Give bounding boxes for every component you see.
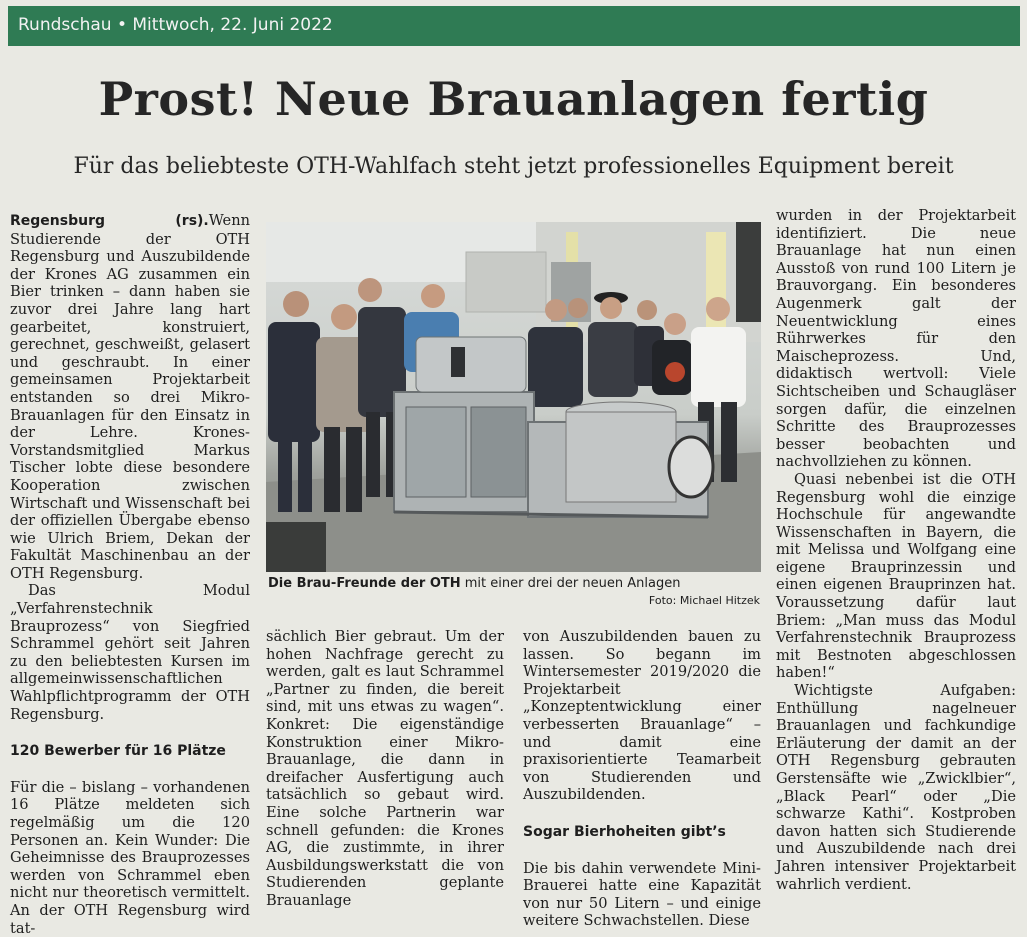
article-column-1: [10, 212, 250, 937]
newspaper-header-text: Rundschau • Mittwoch, 22. Juni 2022: [18, 15, 333, 35]
article-column-2: [266, 628, 504, 910]
caption-text: mit einer drei der neuen Anlagen: [460, 576, 681, 591]
subheading-bewerber: 120 Bewerber für 16 Plätze: [10, 743, 226, 760]
col4-paragraph-1: wurden in der Projektarbeit identifiziert. Die neue Brauanlage hat nun einen Ausstoß von rund 100 Litern je Brauvorgang. Ein besonderes Augenmerk galt der Neuentwicklung eines Rührwerkes für den Maischeprozess. Und, didaktisch wertvoll: Viele Sichtscheiben und Schaugläser sorgen dafür, die einzelnen Schritte des Brauprozesses besser beobachten und nachvollziehen zu können.: [776, 207, 1016, 471]
col4-paragraph-3: Wichtigste Aufgaben: Enthüllung nagelneuer Brauanlagen und fachkundige Erläuterung der damit an der OTH Regensburg gebrauten Gerstensäfte wie „Zwicklbier“, „Black Pearl“ oder „Die schwarze Kathi“. Kostproben davon hatten sich Studierende und Auszubildende nach drei Jahren intensiver Projektarbeit wahrlich verdient.: [776, 682, 1016, 893]
caption-bold: Die Brau-Freunde der OTH: [268, 576, 461, 591]
col3-paragraph-2: Die bis dahin verwendete Mini-Brauerei hatte eine Kapazität von nur 50 Litern – und einige weitere Schwachstellen. Diese: [523, 859, 761, 930]
subheading-bierhoheiten: Sogar Bierhoheiten gibt’s: [523, 823, 726, 840]
dateline: Regensburg (rs).: [10, 213, 209, 229]
article-photo: [266, 222, 761, 572]
article-headline: Prost! Neue Brauanlagen fertig: [98, 72, 929, 126]
col1-paragraph-1: Regensburg (rs).Wenn Studierende der OTH Regensburg und Auszubildende der Krones AG zusammen ein Bier trinken – dann haben sie zuvor drei Jahre lang hart gearbeitet, konstruiert, gerechnet, geschweißt, gelasert und geschraubt. In einer gemeinsamen Projektarbeit entstanden so drei Mikro-Brauanlagen für den Einsatz in der Lehre. Krones-Vorstandsmitglied Markus Tischer lobte diese besondere Kooperation zwischen Wirtschaft und Wissenschaft bei der offiziellen Übergabe ebenso wie Ulrich Briem, Dekan der Fakultät Maschinenbau an der OTH Regensburg.: [10, 212, 250, 582]
col1-paragraph-2: Das Modul „Verfahrenstechnik Brauprozess“ von Siegfried Schrammel gehört seit Jahren zu den beliebtesten Kursen im allgemeinwissenschaftlichen Wahlpflichtprogramm der OTH Regensburg.: [10, 582, 250, 723]
col1-paragraph-3: Für die – bislang – vorhandenen 16 Plätze meldeten sich regelmäßig um die 120 Personen an. Kein Wunder: Die Geheimnisse des Brauprozesses werden von Schrammel eben nicht nur theoretisch vermittelt. An der OTH Regensburg wird tat-: [10, 778, 250, 937]
col4-paragraph-2: Quasi nebenbei ist die OTH Regensburg wohl die einzige Hochschule für angewandte Wissenschaften in Bayern, die mit Melissa und Wolfgang eine eigene Brauprinzessin und einen eigenen Brauprinzen hat. Voraussetzung dafür laut Briem: „Man muss das Modul Verfahrenstechnik Brauprozess mit Bestnoten abgeschlossen haben!“: [776, 470, 1016, 682]
newspaper-header-bar: [8, 6, 1020, 46]
article-column-4: [776, 207, 1016, 893]
col2-paragraph-1: sächlich Bier gebraut. Um der hohen Nachfrage gerecht zu werden, galt es laut Schrammel „Partner zu finden, die bereit sind, mit uns etwas zu wagen“. Konkret: Die eigenständige Konstruktion einer Mikro-Brauanlage, die dann in dreifacher Ausfertigung auch tatsächlich so gebaut wird. Eine solche Partnerin war schnell gefunden: die Krones AG, die zustimmte, in ihrer Ausbildungswerkstatt die von Studierenden geplante Brauanlage: [266, 628, 504, 909]
photo-credit: Foto: Michael Hitzek: [648, 594, 760, 607]
photo-caption: [268, 576, 760, 592]
col3-paragraph-1: von Auszubildenden bauen zu lassen. So begann im Wintersemester 2019/2020 die Projektarbeit „Konzeptentwicklung einer verbesserten Brauanlage“ – und damit eine praxisorientierte Teamarbeit von Studierenden und Auszubildenden.: [523, 628, 761, 804]
article-subheadline: Für das beliebteste OTH-Wahlfach steht jetzt professionelles Equipment bereit: [73, 154, 954, 179]
article-column-3: [523, 628, 761, 930]
